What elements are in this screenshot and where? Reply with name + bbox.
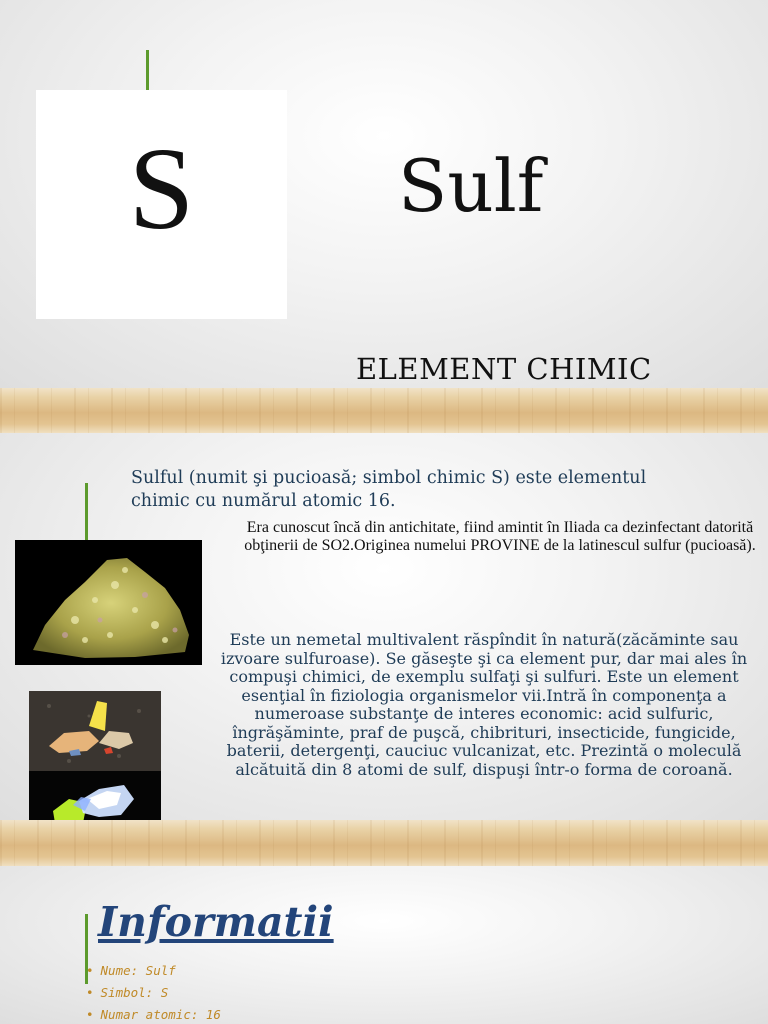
intro-paragraph: Sulful (numit şi pucioasă; simbol chimic S) este elementul chimic cu numărul atomic 16. bbox=[131, 468, 647, 511]
sulfur-crystal-image bbox=[15, 540, 202, 665]
slide-1 bbox=[0, 0, 768, 388]
sulfur-pieces-image bbox=[29, 691, 161, 771]
slide-3 bbox=[0, 866, 768, 1024]
sulfur-flame-image bbox=[29, 771, 161, 820]
bullet-icon: • bbox=[86, 1007, 94, 1022]
list-item bbox=[86, 982, 221, 1004]
wood-divider bbox=[0, 820, 768, 866]
info-title: Informatii bbox=[98, 898, 334, 946]
description-paragraph: Este un nemetal multivalent răspîndit în natură(zăcăminte sau izvoare sulfuroase). Se găseşte şi ca element pur, dar mai ales în compuşi chimici, de exemplu sulfaţi şi sulfuri. Este un element esenţial în fiziologia organismelor vii.Intră în componenţa a numeroase substanţe de interes economic: acid sulfuric, îngrăşăminte, praf de puşcă, chibrituri, insecticide, fungicide, baterii, detergenţi, cauciuc vulcanizat, etc. Prezintă o moleculă alcătuită din 8 atomi de sulf, dispuşi într-o forma de coroană. bbox=[220, 630, 748, 779]
history-paragraph: Era cunoscut încă din antichitate, fiind amintit în Iliada ca dezinfectant datorită obţinerii de SO2.Originea numelui PROVINE de la latinescul sulfur (pucioasă). bbox=[244, 519, 756, 554]
list-item bbox=[86, 1004, 221, 1024]
info-item-name: Nume: Sulf bbox=[100, 963, 176, 978]
wood-divider bbox=[0, 388, 768, 433]
bullet-icon: • bbox=[86, 963, 94, 978]
info-item-symbol: Simbol: S bbox=[100, 985, 169, 1000]
info-list bbox=[86, 960, 221, 1024]
list-item bbox=[86, 960, 221, 982]
bullet-icon: • bbox=[86, 985, 94, 1000]
accent-line bbox=[85, 483, 88, 541]
slide-2 bbox=[0, 433, 768, 820]
element-subtitle: ELEMENT CHIMIC bbox=[356, 352, 652, 386]
element-name-title: Sulf bbox=[398, 144, 544, 228]
info-item-atomic-number: Numar atomic: 16 bbox=[100, 1007, 221, 1022]
element-symbol: S bbox=[128, 123, 195, 254]
symbol-card bbox=[36, 90, 287, 319]
accent-line bbox=[146, 50, 149, 90]
